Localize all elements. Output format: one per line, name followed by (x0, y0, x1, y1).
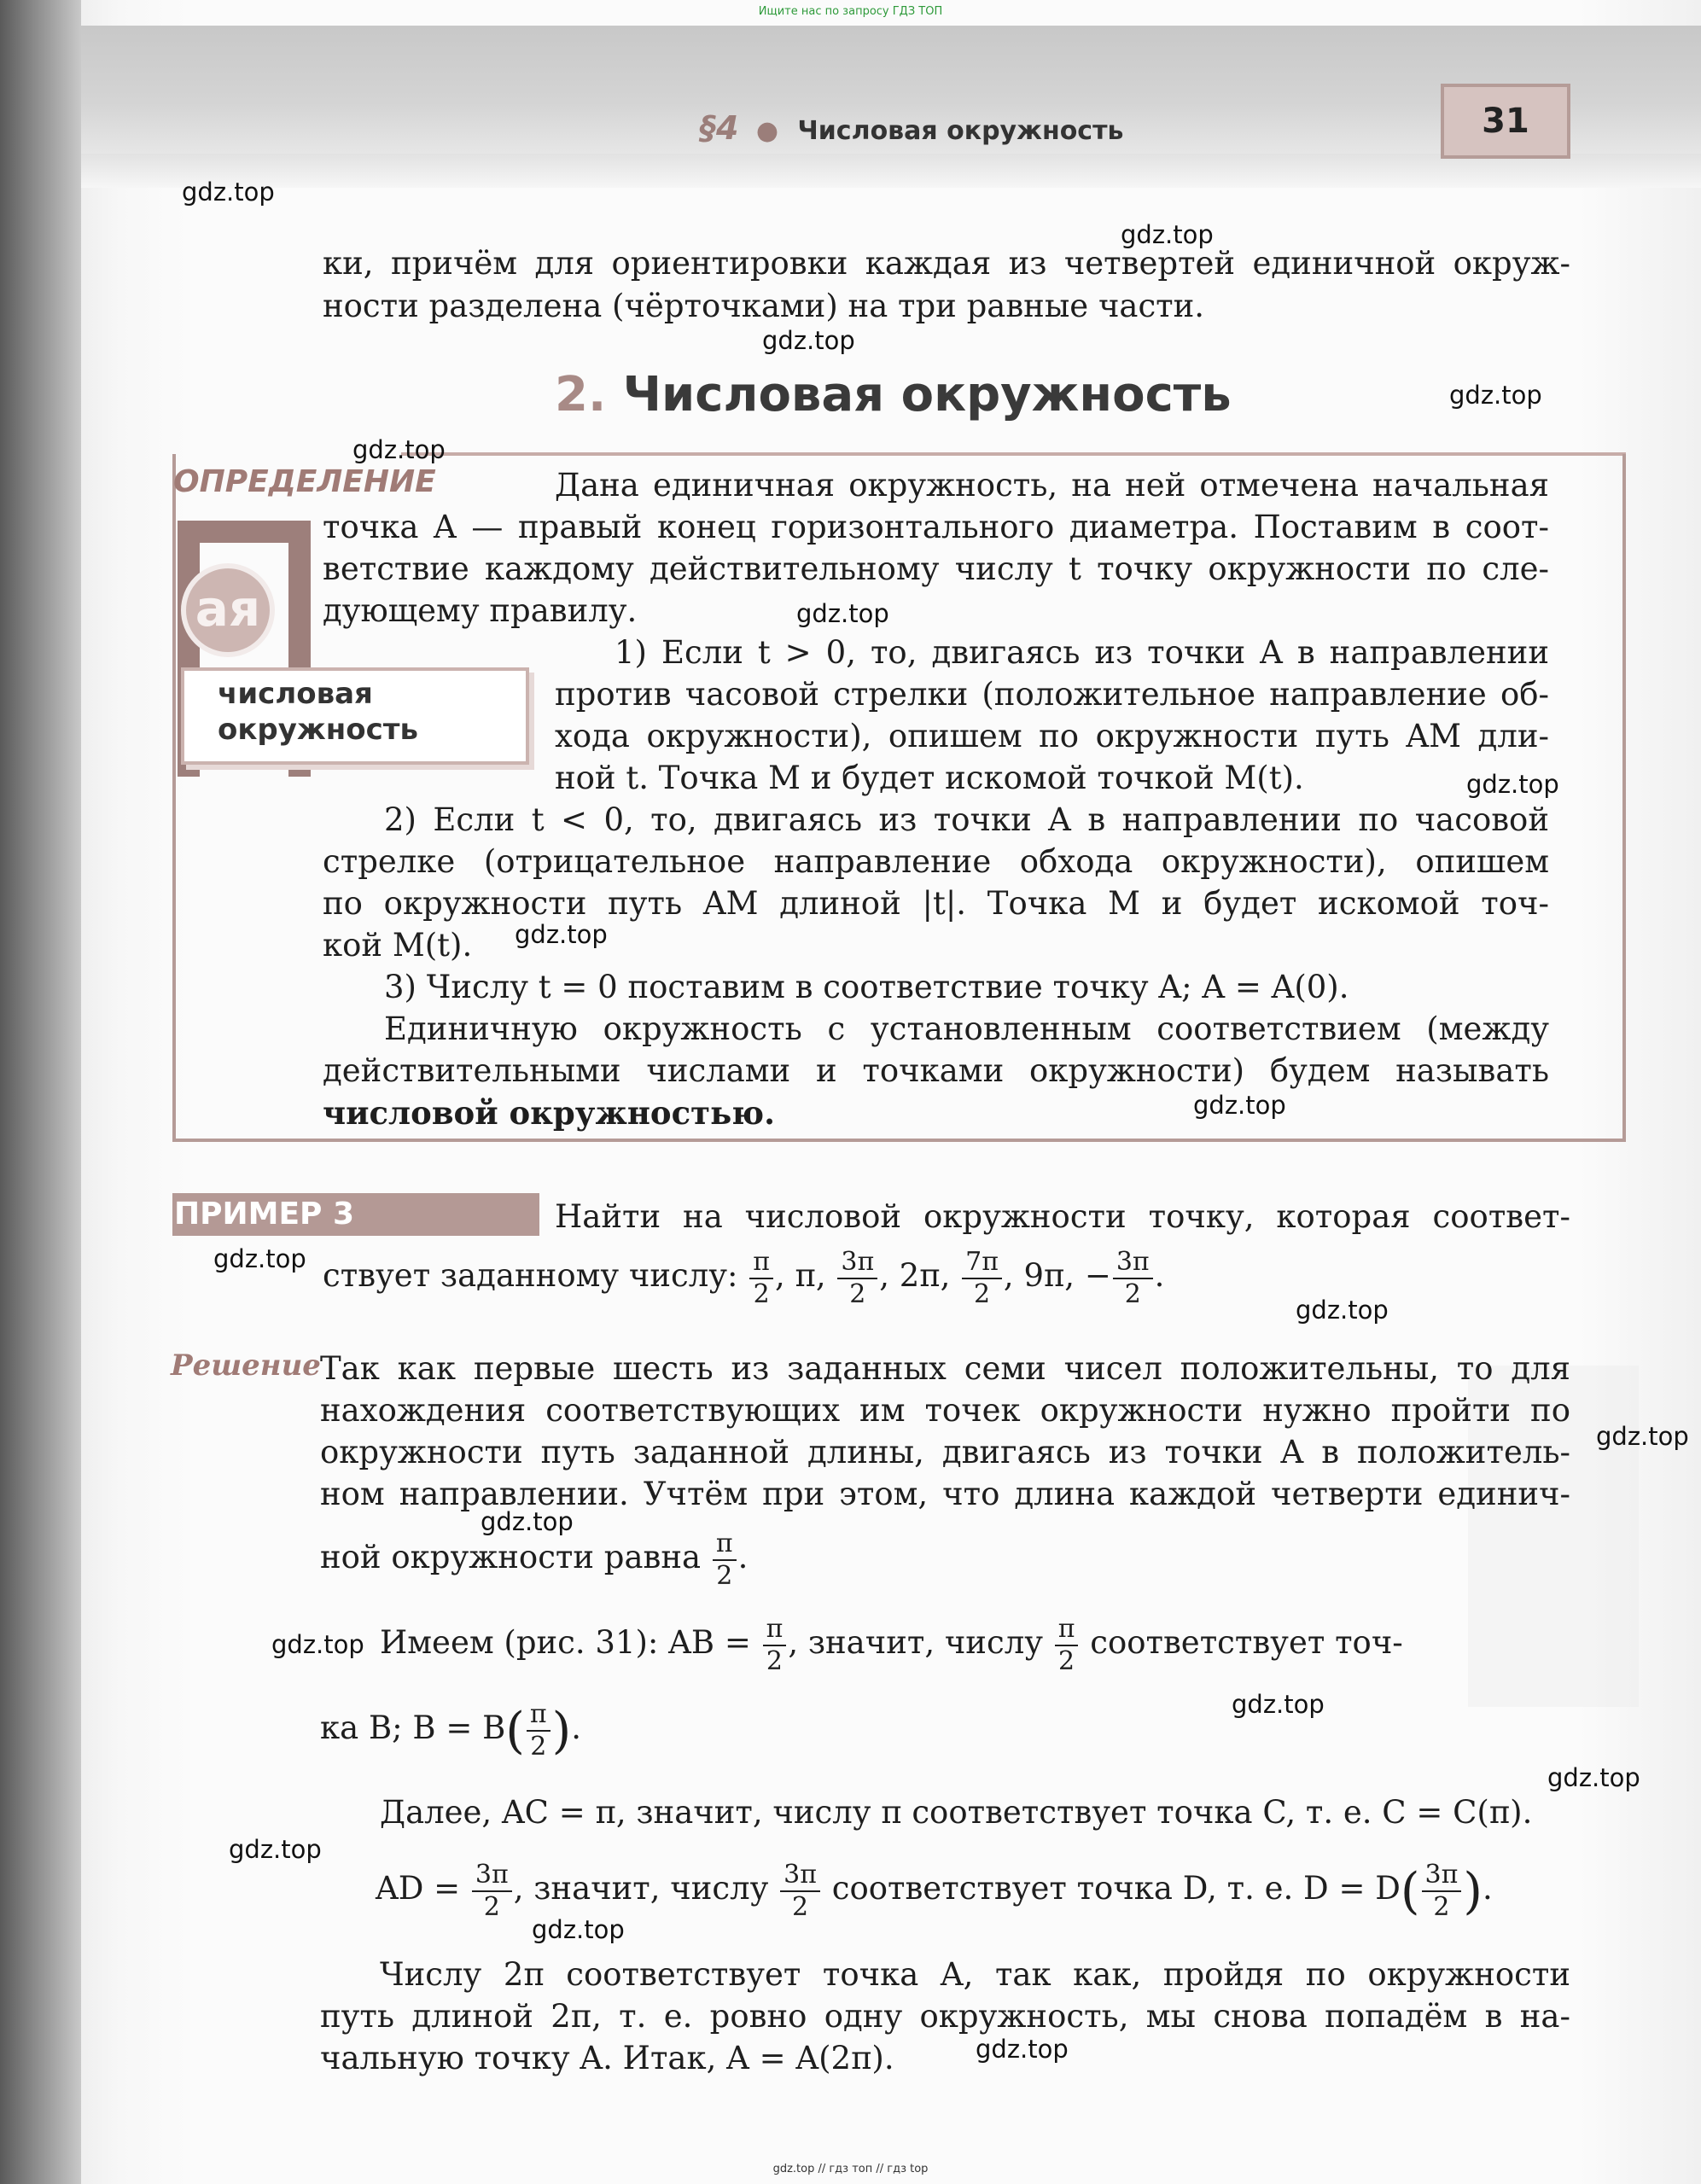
rule1-line-4: ной t. Точка M и будет искомой точкой M(t). (555, 760, 1304, 796)
solution-p1-line-4: ном направлении. Учтём при этом, что длина каждой четверти единич- (320, 1476, 1570, 1512)
watermark: gdz.top (1449, 381, 1542, 410)
fraction-pi-over-2: $\frac{\pi}{2}$ (763, 1616, 787, 1674)
solution-p4-start: AD = (376, 1870, 461, 1907)
number-2pi: 2π, (899, 1257, 951, 1294)
book-spine-shadow (0, 0, 81, 2184)
solution-p5-line-3: чальную точку A. Итак, A = A(2π). (320, 2040, 894, 2076)
watermark: gdz.top (1232, 1690, 1325, 1719)
watermark: gdz.top (762, 326, 855, 355)
solution-p4: AD = $\frac{3\pi}{2}$ , значит, числу $\frac{3\pi}{2}$ соответствует точка D, т. е. D = D( $\frac{3\pi}{2}$ ). (376, 1859, 1493, 1922)
watermark: gdz.top (1466, 770, 1559, 799)
rule1-line-3: хода окружности), опишем по окружности путь AM дли- (555, 718, 1549, 754)
fraction-3pi-over-2: $\frac{3\pi}{2}$ (780, 1862, 820, 1920)
section-title-number: 2. (555, 367, 607, 422)
definition-label: ОПРЕДЕЛЕНИЕ (173, 464, 436, 499)
rule1-line-2: против часовой стрелки (положительное направление об- (555, 676, 1549, 713)
def-closing-line-1: Единичную окружность с установленным соответствием (между (384, 1010, 1549, 1047)
watermark: gdz.top (1296, 1296, 1389, 1325)
solution-label: Решение (171, 1348, 321, 1383)
number-9pi: 9π, (1023, 1257, 1075, 1294)
fraction-pi-over-2: $\frac{\pi}{2}$ (749, 1249, 773, 1307)
solution-p4-mid: , значит, числу (513, 1870, 769, 1907)
solution-p5-line-1: Числу 2π соответствует точка A, так как, пройдя по окружности (380, 1956, 1570, 1993)
fraction-7pi-over-2: $\frac{7\pi}{2}$ (962, 1249, 1002, 1307)
bottom-note: gdz.top // гдз топ // гдз top (772, 2163, 929, 2175)
example-line-1: Найти на числовой окружности точку, которая соответ- (555, 1198, 1570, 1235)
def-p1-line-1: Дана единичная окружность, на ней отмечена начальная (555, 467, 1549, 504)
section-title-text: Числовая окружность (622, 367, 1232, 422)
intro-line-1: ки, причём для ориентировки каждая из четвертей единичной окруж- (323, 245, 1570, 282)
fraction-3pi-over-2: $\frac{3\pi}{2}$ (1422, 1862, 1462, 1920)
fraction-3pi-over-2: $\frac{3\pi}{2}$ (472, 1862, 512, 1920)
solution-p2-start: Имеем (рис. 31): AB = (380, 1624, 751, 1661)
term-text: числовая окружность (218, 677, 418, 747)
watermark: gdz.top (1596, 1422, 1689, 1451)
dictionary-ya-icon: ая (181, 563, 275, 657)
header-fold-shadow (81, 154, 1701, 188)
watermark: gdz.top (271, 1630, 364, 1659)
def-closing-line-2: действительными числами и точками окружности) будем называть (323, 1052, 1549, 1089)
watermark: gdz.top (182, 178, 275, 207)
watermark: gdz.top (1121, 220, 1214, 249)
rule2-line-1: 2) Если t < 0, то, двигаясь из точки A в направлении по часовой (384, 801, 1549, 838)
watermark: gdz.top (1193, 1091, 1286, 1120)
fraction-minus-3pi-over-2: $\frac{3\pi}{2}$ (1113, 1249, 1153, 1307)
example-line-2: ствует заданному числу: $\frac{\pi}{2}$ , π, $\frac{3\pi}{2}$ , 2π, $\frac{7\pi}{2}$ , 9π, − $\frac{3\pi}{2}$ . (323, 1246, 1165, 1309)
fraction-pi-over-2: $\frac{\pi}{2}$ (713, 1531, 737, 1589)
solution-p2-line-2: ка B; B = B( $\frac{\pi}{2}$ ). (320, 1698, 582, 1762)
fraction-3pi-over-2: $\frac{3\pi}{2}$ (837, 1249, 877, 1307)
solution-p2-mid: , значит, числу (788, 1624, 1043, 1661)
fraction-pi-over-2: $\frac{\pi}{2}$ (1055, 1616, 1079, 1674)
watermark: gdz.top (515, 920, 608, 949)
rule2-line-4: кой M(t). (323, 927, 473, 964)
running-head-title: Числовая окружность (797, 116, 1124, 146)
watermark: gdz.top (213, 1244, 306, 1273)
def-p1-line-3: ветствие каждому действительному числу t точку окружности по сле- (323, 550, 1549, 587)
solution-p2-line2-text: ка B; B = B (320, 1709, 506, 1746)
watermark: gdz.top (229, 1835, 322, 1864)
example-line-2-prefix: ствует заданному числу: (323, 1257, 738, 1294)
solution-p5-line-2: путь длиной 2π, т. е. ровно одну окружность, мы снова попадём в на- (320, 1998, 1570, 2035)
rule3-line: 3) Числу t = 0 поставим в соответствие точку A; A = A(0). (384, 969, 1349, 1005)
watermark: gdz.top (796, 599, 889, 628)
rule1-line-1: 1) Если t > 0, то, двигаясь из точки A в направлении (615, 634, 1549, 671)
fraction-pi-over-2: $\frac{\pi}{2}$ (527, 1702, 550, 1760)
def-p1-line-2: точка A — правый конец горизонтального диаметра. Поставим в соот- (323, 509, 1549, 545)
solution-p1-line-1: Так как первые шесть из заданных семи чисел положительны, то для (320, 1350, 1570, 1387)
watermark: gdz.top (1547, 1763, 1640, 1792)
rule2-line-3: по окружности путь AM длиной |t|. Точка M и будет искомой точ- (323, 885, 1549, 922)
watermark: gdz.top (976, 2035, 1069, 2064)
solution-p1-line-3: окружности путь заданной длины, двигаясь из точки A в положитель- (320, 1434, 1570, 1471)
example-label: ПРИМЕР 3 (174, 1197, 355, 1232)
solution-p1-line-5: ной окружности равна $\frac{\pi}{2}$ . (320, 1528, 749, 1591)
number-pi: π, (795, 1257, 826, 1294)
section-title (555, 367, 1232, 422)
def-closing-bold: числовой окружностью. (323, 1094, 775, 1132)
rule2-line-2: стрелке (отрицательное направление обхода окружности), опишем (323, 843, 1549, 880)
watermark: gdz.top (532, 1915, 625, 1944)
solution-p1-last: ной окружности равна (320, 1539, 702, 1575)
solution-p2-end: соответствует точ- (1090, 1624, 1403, 1661)
running-head (700, 109, 1123, 147)
watermark: gdz.top (481, 1507, 574, 1536)
solution-p3: Далее, AC = π, значит, числу π соответствует точка C, т. е. C = C(π). (380, 1794, 1533, 1831)
top-promo-note: Ищите нас по запросу ГДЗ ТОП (758, 5, 943, 18)
page-number: 31 (1441, 84, 1570, 159)
solution-p4-end: соответствует точка D, т. е. D = D (831, 1870, 1401, 1907)
intro-line-2: ности разделена (чёрточками) на три равные части. (323, 288, 1205, 324)
watermark: gdz.top (352, 435, 446, 464)
section-number: §4 (700, 109, 739, 147)
bullet-dot: ● (755, 116, 779, 146)
def-p1-line-4: дующему правилу. (323, 592, 638, 629)
solution-p2-line-1 (380, 1605, 1403, 1681)
solution-p1-line-2: нахождения соответствующих им точек окружности нужно пройти по (320, 1392, 1570, 1429)
